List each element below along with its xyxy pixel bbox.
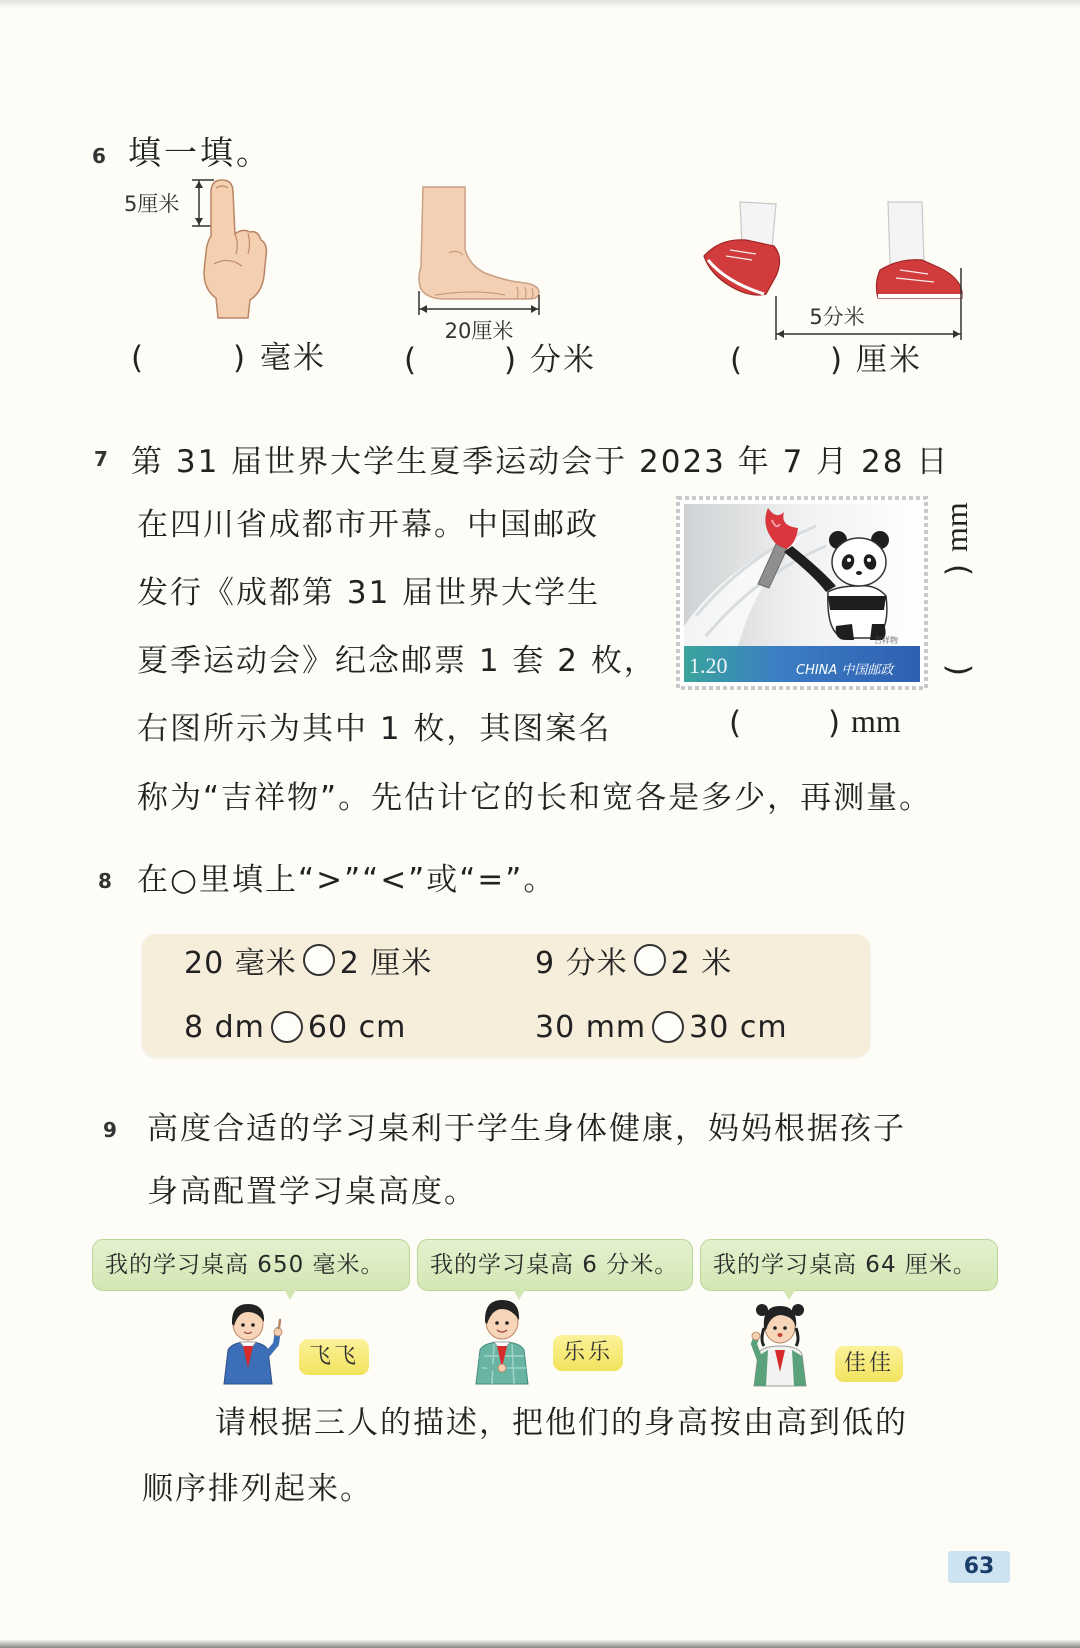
foot-illustration (405, 183, 550, 343)
answer-circle (303, 944, 335, 976)
problem-title: 填一填。 (128, 133, 272, 172)
problem-number: 6 (92, 144, 106, 168)
page-bottom-edge (0, 1640, 1080, 1648)
comparison-left: 30 mm (535, 1009, 647, 1045)
blank-unit: mm (851, 703, 901, 739)
blank-close-paren: ) (940, 563, 976, 576)
blank-close-paren: ) (504, 342, 517, 378)
comparison-left: 20 毫米 (184, 946, 297, 981)
girl-jiajia-illustration (748, 1300, 818, 1386)
problem-number: 8 (98, 869, 112, 893)
answer-circle (271, 1011, 303, 1043)
blank-open-paren: ( (131, 340, 144, 376)
problem-number: 7 (94, 447, 108, 471)
blank-close-paren: ) (830, 342, 843, 378)
blank-open-paren: ( (729, 705, 742, 741)
comparison-left: 9 分米 (535, 946, 628, 981)
name-tag-jiajia: 佳佳 (835, 1346, 903, 1382)
blank-close-paren: ) (233, 340, 246, 376)
problem-prompt: 在○里填上“>”“<”或“=”。 (137, 862, 557, 898)
boy-feifei-illustration (218, 1300, 290, 1384)
mascot-stamp-image (676, 496, 928, 690)
speech-bubble-lele: 我的学习桌高 6 分米。 (417, 1239, 693, 1291)
name-tag-lele: 乐乐 (553, 1335, 623, 1371)
comparison-left: 8 dm (184, 1009, 265, 1045)
blank-open-paren: ( (730, 342, 743, 378)
comparison-item (184, 1008, 406, 1046)
shoes-measure-label: 5分米 (809, 305, 865, 329)
blank-open-paren: ( (940, 663, 976, 676)
problem-text-line: 高度合适的学习桌利于学生身体健康，妈妈根据孩子 (147, 1111, 906, 1147)
comparison-item (184, 941, 432, 979)
speech-bubble-jiajia: 我的学习桌高 64 厘米。 (700, 1239, 998, 1291)
finger-measure-label: 5厘米 (124, 192, 180, 216)
page-number: 63 (948, 1551, 1010, 1583)
blank-unit: mm (938, 502, 974, 552)
stamp-width-blank (940, 498, 976, 688)
comparison-item (535, 941, 732, 979)
stamp-issuer: CHINA 中国邮政 (796, 663, 894, 678)
boy-lele-illustration (470, 1296, 544, 1384)
blank-open-paren: ( (404, 342, 417, 378)
problem-text-line: 右图所示为其中 1 枚，其图案名 (137, 711, 612, 747)
comparison-right: 60 cm (307, 1009, 407, 1045)
problem-text-line: 发行《成都第 31 届世界大学生 (137, 575, 601, 611)
finger-illustration (118, 172, 283, 322)
comparison-right: 2 厘米 (339, 946, 433, 981)
question-text-line: 请根据三人的描述，把他们的身高按由高到低的 (215, 1405, 908, 1441)
answer-circle (652, 1011, 684, 1043)
problem-text-line: 称为“吉祥物”。先估计它的长和宽各是多少，再测量。 (137, 780, 933, 816)
speech-bubble-feifei: 我的学习桌高 650 毫米。 (92, 1239, 410, 1291)
stamp-value: 1.20 (689, 653, 728, 678)
problem-text-line: 夏季运动会》纪念邮票 1 套 2 枚， (137, 643, 657, 679)
name-tag-feifei: 飞飞 (299, 1339, 369, 1375)
blank-unit: 分米 (530, 342, 596, 378)
problem-text-line: 在四川省成都市开幕。中国邮政 (137, 507, 599, 543)
foot-measure-label: 20厘米 (444, 319, 514, 343)
comparison-right: 2 米 (670, 946, 733, 981)
comparison-right: 30 cm (689, 1009, 788, 1045)
answer-circle (634, 944, 666, 976)
problem-text-line: 第 31 届世界大学生夏季运动会于 2023 年 7 月 28 日 (131, 444, 950, 480)
shoes-illustration (690, 198, 975, 348)
question-text-line: 顺序排列起来。 (142, 1471, 373, 1507)
comparison-item (535, 1008, 788, 1046)
problem-number: 9 (103, 1118, 117, 1142)
problem-text-line: 身高配置学习桌高度。 (147, 1174, 477, 1210)
stamp-caption: 吉祥物 (874, 636, 898, 645)
blank-close-paren: ) (828, 705, 841, 741)
page-top-edge (0, 0, 1080, 8)
blank-unit: 毫米 (260, 340, 326, 376)
blank-unit: 厘米 (856, 342, 922, 378)
